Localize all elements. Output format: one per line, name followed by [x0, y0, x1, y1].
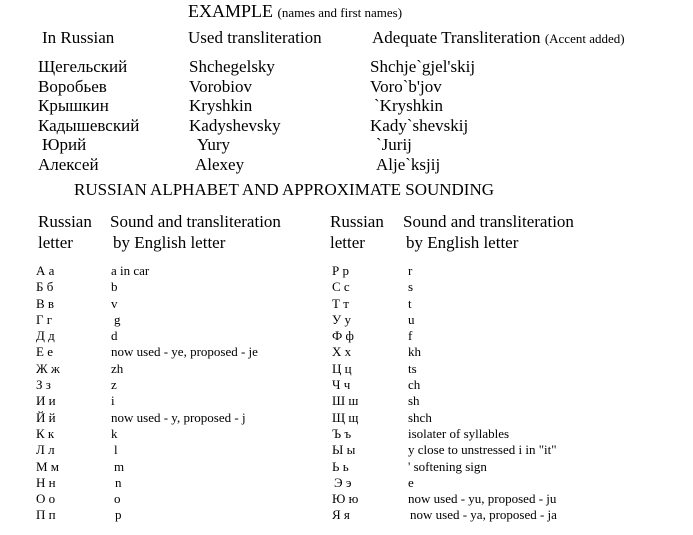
- example-russian-column: [38, 57, 139, 174]
- example-used-name: Kryshkin: [189, 96, 253, 115]
- alphabet-sound: ts: [408, 360, 417, 376]
- alphabet-letter: Х х: [332, 344, 352, 360]
- right-letter-header: [330, 211, 384, 253]
- alphabet-letter: А а: [36, 263, 55, 278]
- example-russian-name: Крышкин: [38, 96, 109, 115]
- alphabet-sound: b: [111, 279, 118, 295]
- alphabet-letter: В в: [36, 295, 55, 311]
- example-used-column: [189, 57, 281, 174]
- alphabet-letter: И и: [36, 393, 56, 409]
- left-letter-header: [38, 211, 92, 253]
- alphabet-sound: kh: [408, 344, 421, 360]
- alphabet-sound: o: [114, 491, 121, 507]
- alphabet-sound: n: [115, 474, 122, 490]
- alphabet-letter: Ф ф: [332, 328, 354, 344]
- alphabet-letter: М м: [36, 458, 60, 474]
- alphabet-sound: a in car: [111, 263, 150, 278]
- right-sounds-column: [408, 263, 557, 524]
- example-adequate-name: `Kryshkin: [374, 96, 443, 115]
- letter-header-line: Russian: [330, 212, 384, 231]
- alphabet-letter: Т т: [332, 295, 349, 311]
- header-in-russian: In Russian: [42, 28, 115, 47]
- alphabet-sound: k: [111, 425, 118, 441]
- right-letters-column: [332, 263, 358, 524]
- left-sounds-column: [111, 263, 258, 524]
- alphabet-sound: z: [111, 377, 117, 393]
- alphabet-sound: isolater of syllables: [408, 425, 510, 441]
- sound-header-line: Sound and transliteration: [403, 212, 574, 231]
- alphabet-letter: Ь ь: [332, 458, 349, 474]
- alphabet-sound: shch: [408, 409, 432, 425]
- example-used-name: Yury: [197, 135, 231, 154]
- alphabet-sound: f: [408, 328, 413, 344]
- alphabet-letter: С с: [332, 279, 350, 295]
- example-used-name: Kadyshevsky: [189, 115, 281, 135]
- alphabet-sound: zh: [111, 360, 124, 376]
- alphabet-letter: Е е: [36, 344, 53, 360]
- alphabet-letter: Ч ч: [332, 377, 351, 393]
- alphabet-letter: Б б: [36, 279, 54, 295]
- alphabet-sound: now used - y, proposed - j: [111, 409, 246, 425]
- sound-header-line: Sound and transliteration: [110, 212, 281, 231]
- example-adequate-name: Alje`ksjij: [376, 154, 441, 174]
- alphabet-letter: Э э: [334, 474, 352, 490]
- alphabet-sound: i: [111, 393, 115, 409]
- alphabet-sound: ch: [408, 377, 421, 393]
- example-russian-name: Алексей: [38, 154, 99, 174]
- alphabet-sound: p: [115, 507, 122, 523]
- example-adequate-name: Voro`b'jov: [370, 76, 442, 96]
- example-adequate-name: `Jurij: [376, 135, 412, 154]
- alphabet-letter: Й й: [36, 409, 56, 425]
- letter-header-line: letter: [330, 233, 365, 252]
- alphabet-sound: g: [114, 311, 121, 327]
- alphabet-sound: v: [111, 295, 118, 311]
- example-used-name: Alexey: [195, 154, 245, 174]
- alphabet-letter: Ы ы: [332, 442, 356, 458]
- alphabet-sound: e: [408, 474, 414, 490]
- alphabet-sound: now used - ya, proposed - ja: [410, 507, 557, 523]
- example-russian-name: Воробьев: [38, 76, 107, 96]
- left-letters-column: [36, 263, 60, 524]
- alphabet-sound: m: [114, 458, 125, 474]
- example-title: [188, 1, 402, 22]
- alphabet-letter: Ю ю: [332, 491, 359, 507]
- example-used-name: Vorobiov: [189, 76, 252, 96]
- alphabet-letter: З з: [36, 377, 51, 393]
- header-adequate-transliteration: [372, 28, 625, 48]
- example-title-text: EXAMPLE: [188, 1, 273, 21]
- example-adequate-name: Shchje`gjel'skij: [370, 57, 476, 76]
- header-adequate-note: (Accent added): [544, 31, 625, 46]
- alphabet-letter: Д д: [36, 328, 55, 344]
- alphabet-sound: now used - ye, proposed - je: [111, 344, 258, 360]
- alphabet-sound: d: [111, 328, 118, 344]
- alphabet-title: RUSSIAN ALPHABET AND APPROXIMATE SOUNDING: [74, 180, 495, 199]
- alphabet-letter: Ш ш: [332, 393, 359, 409]
- example-russian-name: Щегельский: [38, 57, 128, 76]
- right-sound-header: [403, 211, 574, 253]
- alphabet-letter: У у: [332, 311, 351, 327]
- alphabet-sound: y close to unstressed i in "it": [408, 442, 557, 458]
- alphabet-letter: Я я: [332, 507, 350, 523]
- alphabet-letter: Ж ж: [36, 360, 60, 376]
- alphabet-letter: Ъ ъ: [332, 425, 352, 441]
- example-russian-name: Юрий: [42, 135, 87, 154]
- alphabet-letter: Г г: [36, 311, 53, 327]
- header-used-transliteration: Used transliteration: [188, 28, 322, 47]
- alphabet-sound: sh: [408, 393, 420, 409]
- alphabet-sound: s: [408, 279, 414, 295]
- header-adequate-label: Adequate Transliteration: [372, 28, 541, 47]
- alphabet-letter: Ц ц: [332, 360, 352, 376]
- alphabet-letter: О о: [36, 491, 56, 507]
- alphabet-letter: П п: [36, 507, 56, 523]
- example-adequate-column: [370, 57, 475, 174]
- alphabet-letter: Л л: [36, 442, 55, 458]
- alphabet-letter: К к: [36, 425, 55, 441]
- alphabet-sound: t: [408, 295, 412, 311]
- example-used-name: Shchegelsky: [189, 57, 275, 76]
- example-adequate-name: Kady`shevskij: [370, 115, 469, 135]
- alphabet-letter: Р р: [332, 263, 349, 278]
- letter-header-line: Russian: [38, 212, 92, 231]
- sound-header-line: by English letter: [406, 233, 519, 252]
- alphabet-sound: l: [114, 442, 118, 458]
- alphabet-letter: Щ щ: [332, 409, 359, 425]
- letter-header-line: letter: [38, 233, 73, 252]
- alphabet-sound: now used - yu, proposed - ju: [408, 491, 557, 507]
- alphabet-sound: u: [408, 311, 415, 327]
- example-title-note: (names and first names): [277, 5, 403, 20]
- alphabet-sound: r: [408, 263, 413, 278]
- example-russian-name: Кадышевский: [38, 115, 140, 135]
- alphabet-letter: Н н: [36, 474, 56, 490]
- left-sound-header: [110, 211, 281, 253]
- alphabet-sound: ' softening sign: [408, 458, 487, 474]
- sound-header-line: by English letter: [113, 233, 226, 252]
